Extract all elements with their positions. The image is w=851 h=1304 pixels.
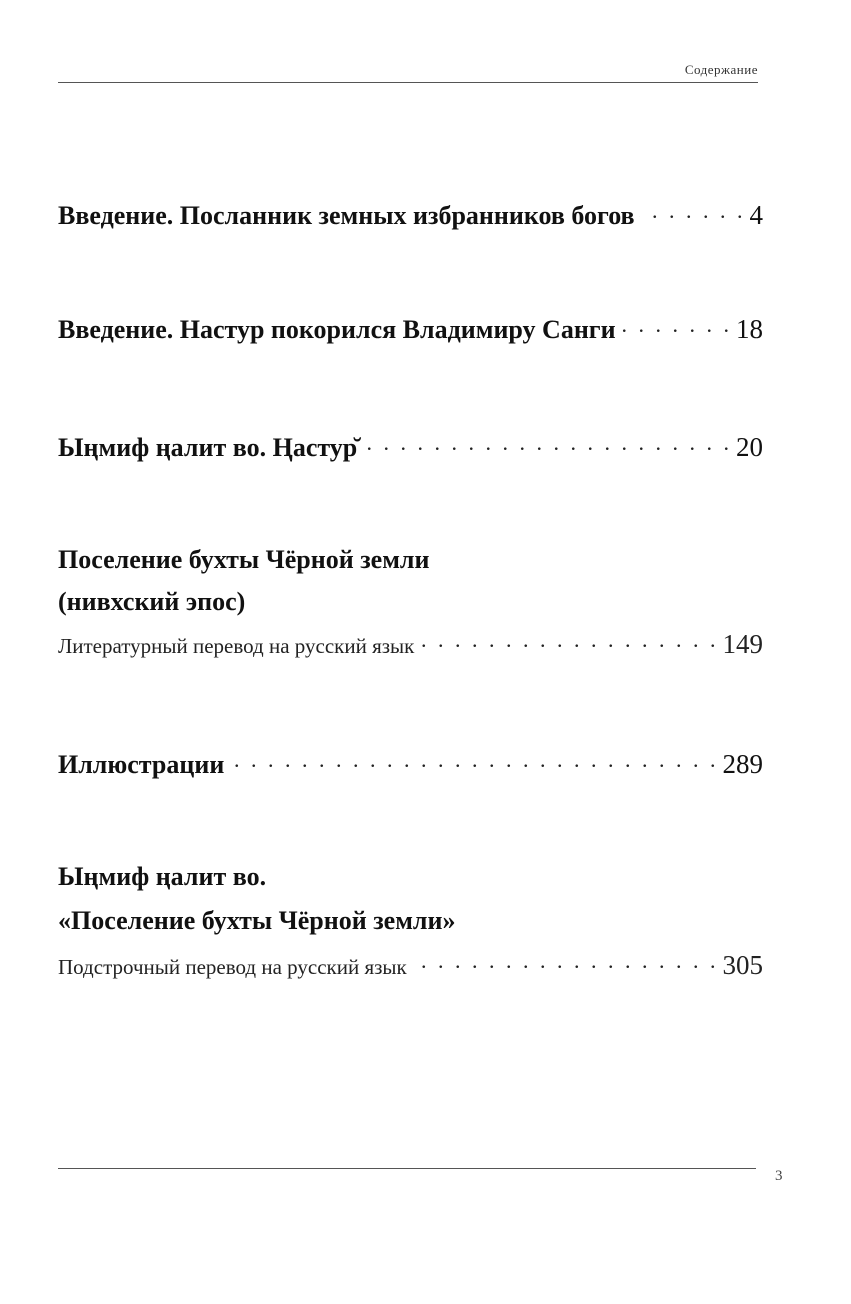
toc-entry-title-line2: «Поселение бухты Чёрной земли» [58,906,456,935]
running-head [58,62,758,83]
toc-entry-subtitle: Подстрочный перевод на русский язык [58,955,407,979]
running-head-title: Содержание [684,62,758,77]
toc-entry[interactable] [58,862,763,981]
toc-entry-page: 4 [749,200,763,230]
leader-dots [228,747,718,773]
toc-entry[interactable] [58,747,763,780]
toc-entry[interactable] [58,545,763,660]
toc-entry-title-line1: Ыңмиф ңалит во. [58,862,267,891]
toc-entry-title: Введение. Посланник земных избранников богов [58,201,635,230]
toc-entry-title-line1: Поселение бухты Чёрной земли [58,545,430,574]
leader-dots [620,312,732,338]
toc-entry-title: Введение. Настур покорился Владимиру Санги [58,315,616,344]
toc-entry-subtitle: Литературный перевод на русский язык [58,634,415,658]
leader-dots [418,627,718,653]
toc-entry-page: 305 [722,950,763,980]
footer-rule [58,1168,756,1169]
toc-entry-page: 289 [722,749,763,779]
page-number: 3 [775,1168,783,1184]
toc-entry-page: 149 [722,629,763,659]
toc-entry[interactable] [58,198,763,231]
leader-dots [361,430,732,456]
toc-entry-title: Ыңмиф ңалит во. Ңастур̆ [58,433,358,462]
toc-entry[interactable] [58,312,763,345]
leader-dots [411,948,719,974]
toc-entry-title: Иллюстрации [58,750,225,779]
leader-dots [639,198,746,224]
toc-entry-page: 18 [736,314,763,344]
toc-entry-title-line2: (нивхский эпос) [58,587,246,616]
toc-entry[interactable] [58,430,763,463]
toc-entry-page: 20 [736,432,763,462]
